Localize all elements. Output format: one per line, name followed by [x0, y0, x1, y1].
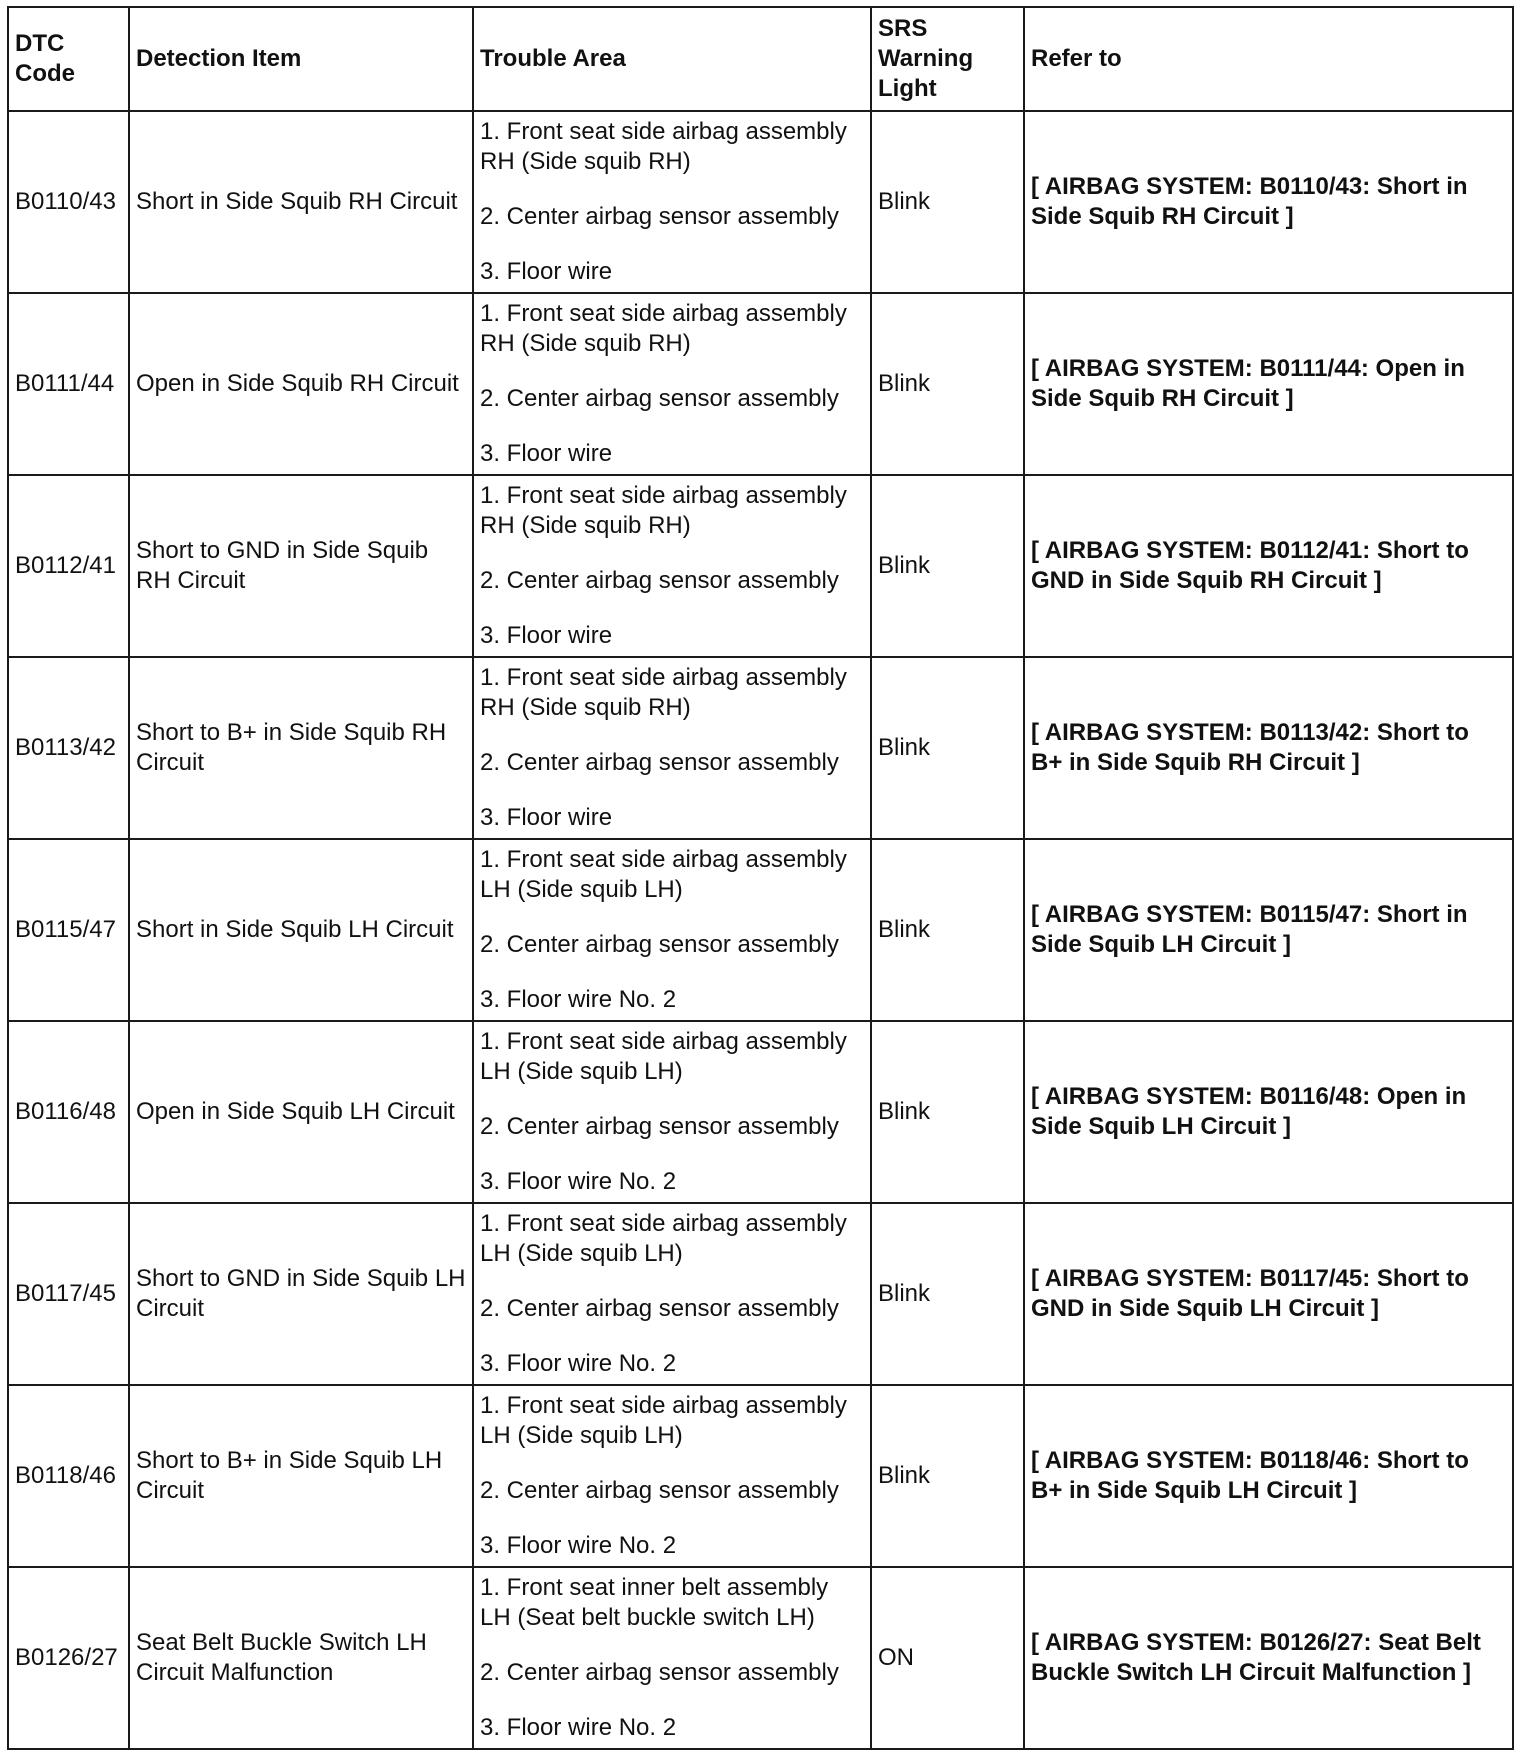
srs-warning-light-cell: Blink [871, 839, 1024, 1021]
trouble-area-line: 3. Floor wire [480, 804, 613, 831]
srs-warning-light-cell: Blink [871, 657, 1024, 839]
srs-warning-light-cell: Blink [871, 1021, 1024, 1203]
refer-to-link[interactable]: [ AIRBAG SYSTEM: B0111/44: Open in Side Squib RH Circuit ] [1024, 293, 1513, 475]
srs-warning-light-cell: Blink [871, 475, 1024, 657]
trouble-area-line: 2. Center airbag sensor assembly [480, 385, 839, 412]
header-detection-item: Detection Item [129, 7, 473, 111]
trouble-area-cell [473, 657, 871, 839]
trouble-area-line: 1. Front seat side airbag assembly LH (Side squib LH) [480, 1210, 847, 1267]
refer-to-link[interactable]: [ AIRBAG SYSTEM: B0110/43: Short in Side Squib RH Circuit ] [1024, 111, 1513, 293]
trouble-area-line: 2. Center airbag sensor assembly [480, 1659, 839, 1686]
dtc-code-cell: B0113/42 [8, 657, 129, 839]
trouble-area-line: 3. Floor wire No. 2 [480, 986, 677, 1013]
refer-to-link[interactable]: [ AIRBAG SYSTEM: B0118/46: Short to B+ in Side Squib LH Circuit ] [1024, 1385, 1513, 1567]
trouble-area-cell [473, 1021, 871, 1203]
trouble-area-cell [473, 839, 871, 1021]
detection-item-cell: Short in Side Squib LH Circuit [129, 839, 473, 1021]
trouble-area-line: 3. Floor wire No. 2 [480, 1714, 677, 1741]
header-srs-warning-light: SRS Warning Light [871, 7, 1024, 111]
header-trouble-area: Trouble Area [473, 7, 871, 111]
srs-warning-light-cell: ON [871, 1567, 1024, 1749]
trouble-area-cell [473, 1385, 871, 1567]
trouble-area-line: 1. Front seat inner belt assembly LH (Seat belt buckle switch LH) [480, 1574, 829, 1631]
trouble-area-line: 3. Floor wire [480, 440, 613, 467]
detection-item-cell: Short to B+ in Side Squib RH Circuit [129, 657, 473, 839]
srs-warning-light-cell: Blink [871, 1385, 1024, 1567]
table-row [8, 839, 1513, 1021]
detection-item-cell: Short to GND in Side Squib RH Circuit [129, 475, 473, 657]
refer-to-link[interactable]: [ AIRBAG SYSTEM: B0113/42: Short to B+ in Side Squib RH Circuit ] [1024, 657, 1513, 839]
header-refer-to: Refer to [1024, 7, 1513, 111]
trouble-area-line: 1. Front seat side airbag assembly RH (Side squib RH) [480, 300, 847, 357]
trouble-area-line: 3. Floor wire No. 2 [480, 1350, 677, 1377]
table-body [8, 111, 1513, 1749]
trouble-area-line: 2. Center airbag sensor assembly [480, 749, 839, 776]
dtc-code-cell: B0112/41 [8, 475, 129, 657]
trouble-area-cell [473, 111, 871, 293]
trouble-area-line: 2. Center airbag sensor assembly [480, 1113, 839, 1140]
trouble-area-line: 1. Front seat side airbag assembly RH (Side squib RH) [480, 482, 847, 539]
detection-item-cell: Open in Side Squib LH Circuit [129, 1021, 473, 1203]
header-dtc-code: DTC Code [8, 7, 129, 111]
header-row [8, 7, 1513, 111]
table-row [8, 111, 1513, 293]
trouble-area-line: 3. Floor wire [480, 258, 613, 285]
trouble-area-line: 2. Center airbag sensor assembly [480, 931, 839, 958]
dtc-code-cell: B0110/43 [8, 111, 129, 293]
detection-item-cell: Short to B+ in Side Squib LH Circuit [129, 1385, 473, 1567]
trouble-area-line: 2. Center airbag sensor assembly [480, 567, 839, 594]
table-row [8, 1567, 1513, 1749]
refer-to-link[interactable]: [ AIRBAG SYSTEM: B0115/47: Short in Side Squib LH Circuit ] [1024, 839, 1513, 1021]
trouble-area-cell [473, 1567, 871, 1749]
detection-item-cell: Short in Side Squib RH Circuit [129, 111, 473, 293]
dtc-code-cell: B0118/46 [8, 1385, 129, 1567]
dtc-code-cell: B0111/44 [8, 293, 129, 475]
trouble-area-cell [473, 293, 871, 475]
srs-warning-light-cell: Blink [871, 293, 1024, 475]
srs-warning-light-cell: Blink [871, 111, 1024, 293]
dtc-code-cell: B0115/47 [8, 839, 129, 1021]
table-row [8, 293, 1513, 475]
table-row [8, 1203, 1513, 1385]
trouble-area-line: 2. Center airbag sensor assembly [480, 1295, 839, 1322]
refer-to-link[interactable]: [ AIRBAG SYSTEM: B0117/45: Short to GND in Side Squib LH Circuit ] [1024, 1203, 1513, 1385]
detection-item-cell: Seat Belt Buckle Switch LH Circuit Malfunction [129, 1567, 473, 1749]
trouble-area-line: 2. Center airbag sensor assembly [480, 1477, 839, 1504]
detection-item-cell: Open in Side Squib RH Circuit [129, 293, 473, 475]
srs-warning-light-cell: Blink [871, 1203, 1024, 1385]
trouble-area-line: 1. Front seat side airbag assembly LH (Side squib LH) [480, 1392, 847, 1449]
refer-to-link[interactable]: [ AIRBAG SYSTEM: B0112/41: Short to GND in Side Squib RH Circuit ] [1024, 475, 1513, 657]
trouble-area-line: 3. Floor wire No. 2 [480, 1532, 677, 1559]
trouble-area-line: 3. Floor wire No. 2 [480, 1168, 677, 1195]
dtc-code-cell: B0116/48 [8, 1021, 129, 1203]
trouble-area-line: 3. Floor wire [480, 622, 613, 649]
dtc-code-cell: B0117/45 [8, 1203, 129, 1385]
trouble-area-line: 2. Center airbag sensor assembly [480, 203, 839, 230]
refer-to-link[interactable]: [ AIRBAG SYSTEM: B0116/48: Open in Side Squib LH Circuit ] [1024, 1021, 1513, 1203]
trouble-area-line: 1. Front seat side airbag assembly LH (Side squib LH) [480, 1028, 847, 1085]
refer-to-link[interactable]: [ AIRBAG SYSTEM: B0126/27: Seat Belt Buckle Switch LH Circuit Malfunction ] [1024, 1567, 1513, 1749]
trouble-area-line: 1. Front seat side airbag assembly RH (Side squib RH) [480, 118, 847, 175]
table-row [8, 475, 1513, 657]
table-header [8, 7, 1513, 111]
trouble-area-line: 1. Front seat side airbag assembly RH (Side squib RH) [480, 664, 847, 721]
trouble-area-cell [473, 475, 871, 657]
dtc-table [7, 6, 1514, 1750]
dtc-code-cell: B0126/27 [8, 1567, 129, 1749]
table-row [8, 1021, 1513, 1203]
table-row [8, 1385, 1513, 1567]
detection-item-cell: Short to GND in Side Squib LH Circuit [129, 1203, 473, 1385]
table-row [8, 657, 1513, 839]
trouble-area-cell [473, 1203, 871, 1385]
trouble-area-line: 1. Front seat side airbag assembly LH (Side squib LH) [480, 846, 847, 903]
